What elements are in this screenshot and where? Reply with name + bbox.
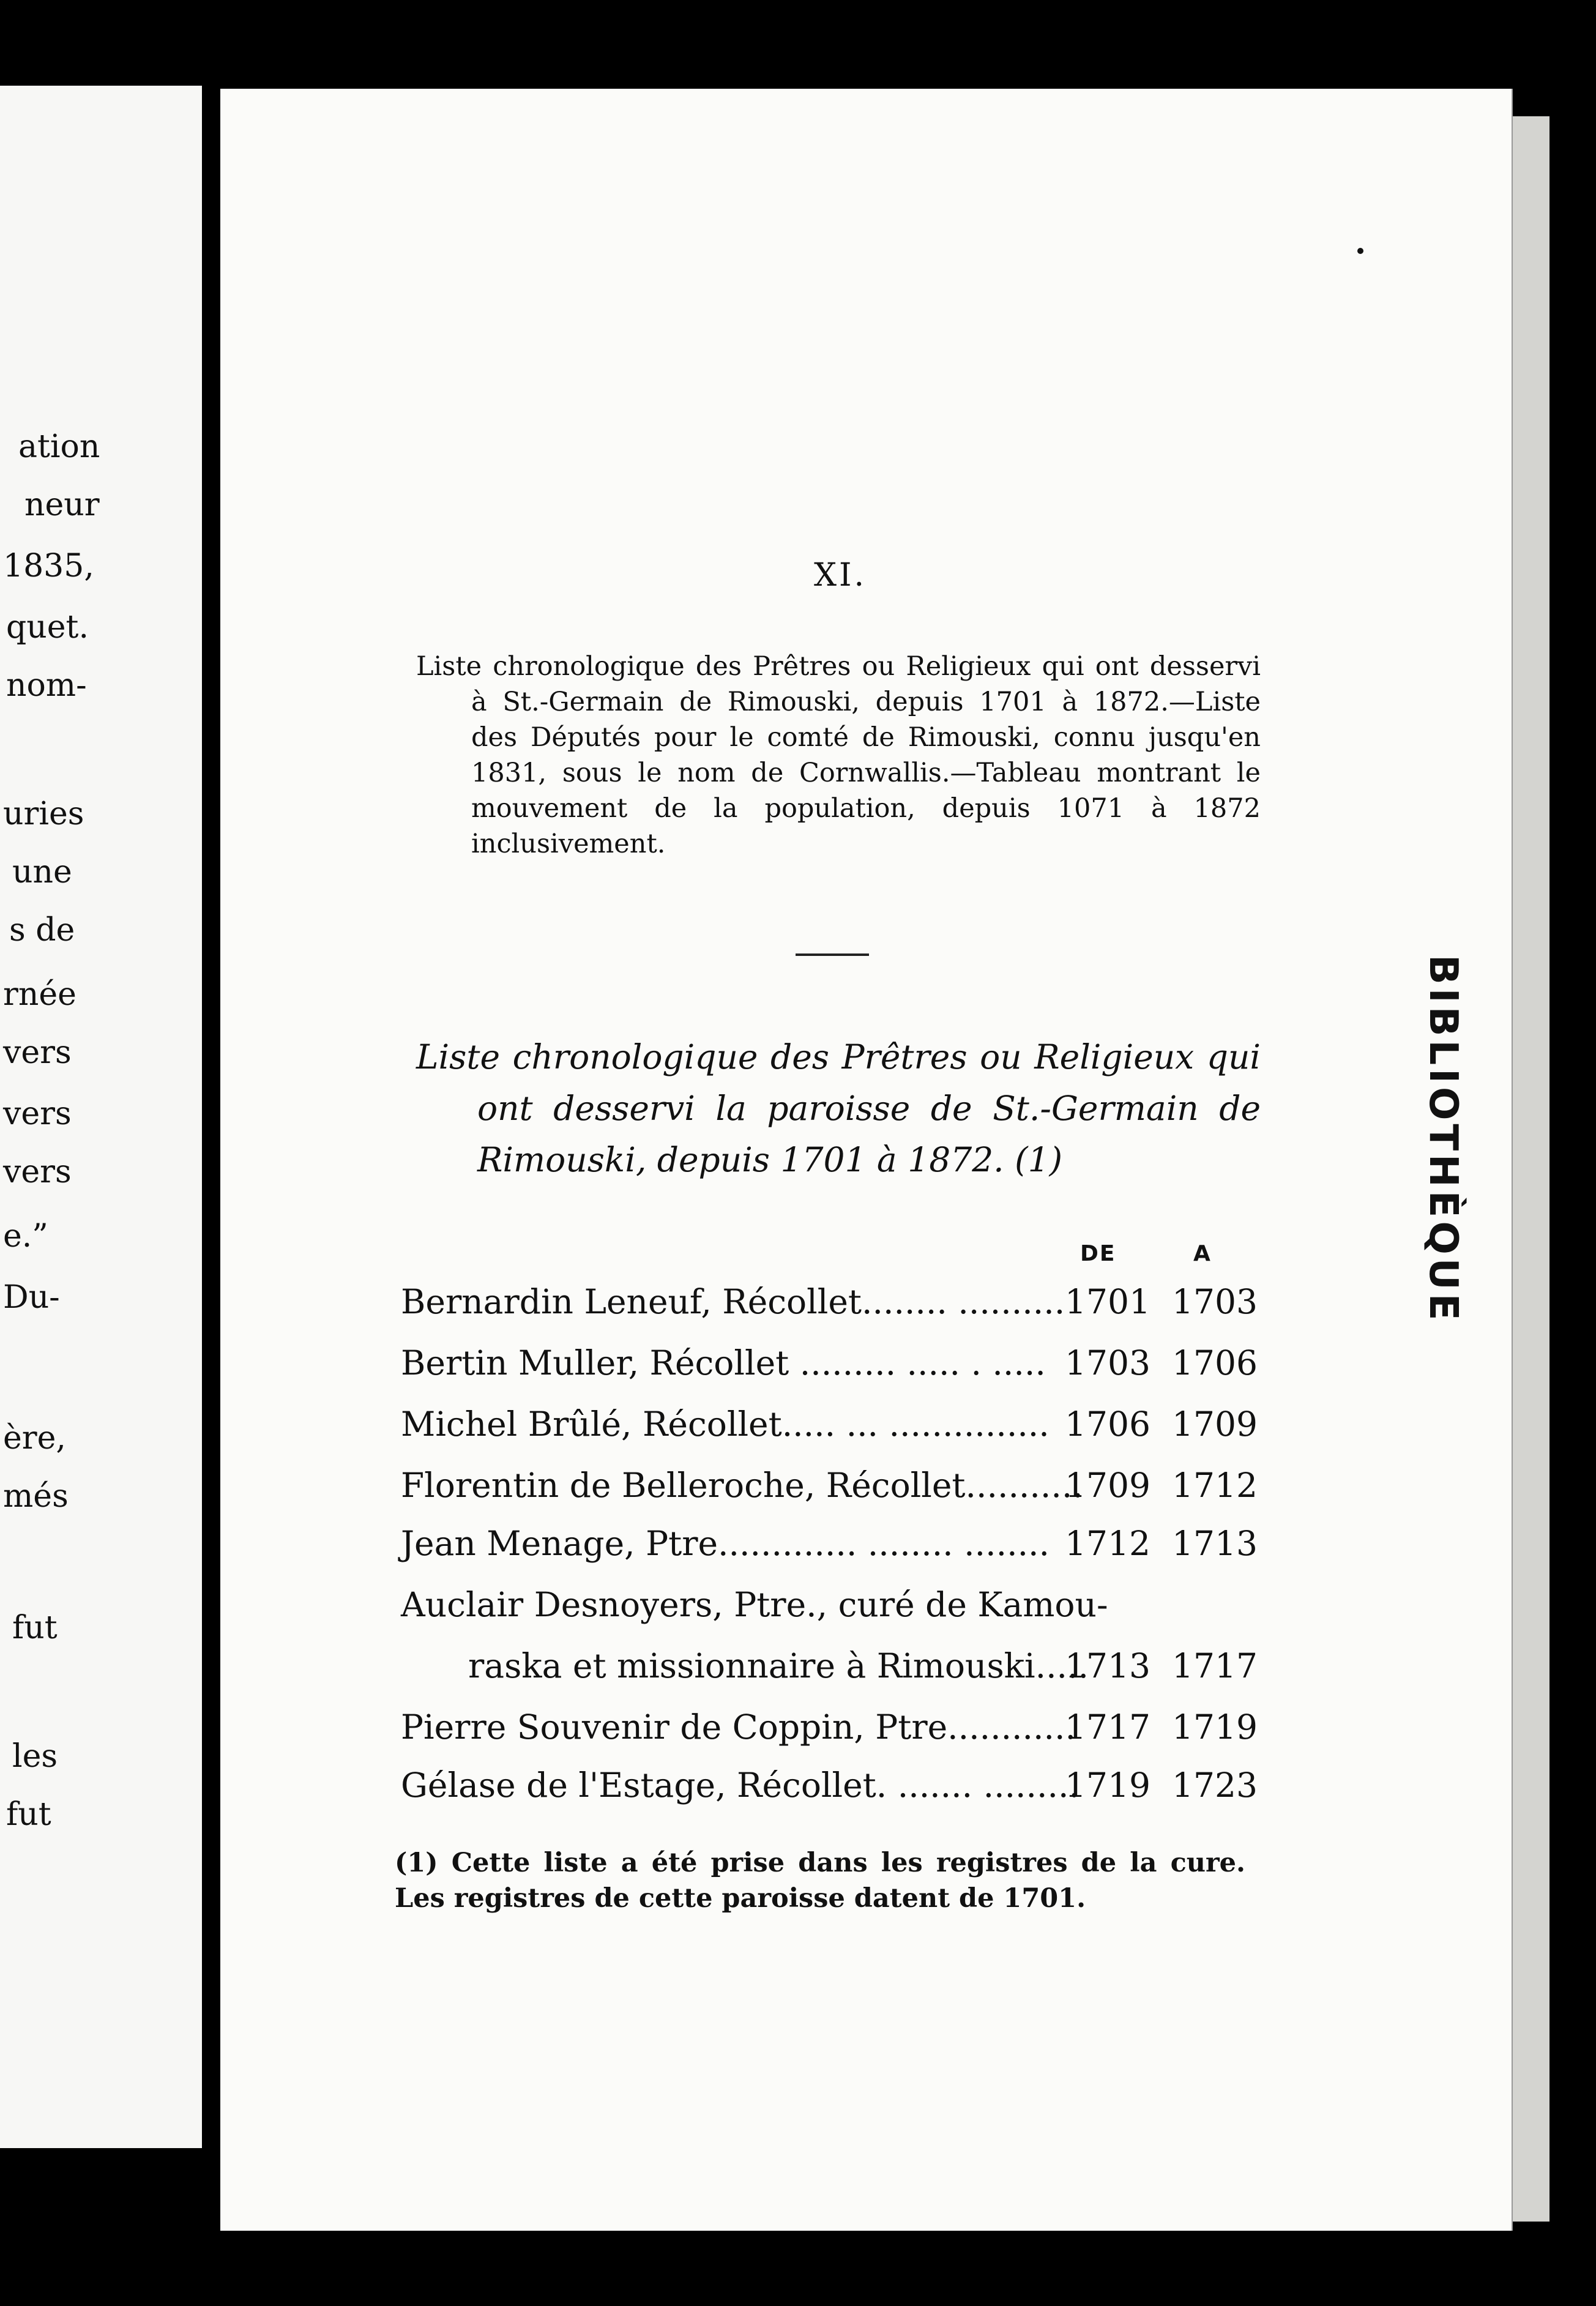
list-item [401, 1707, 1270, 1752]
left-line: neur [24, 487, 100, 523]
left-line: vers [3, 1034, 72, 1071]
footnote: (1) Cette liste a été prise dans les registres de la cure. Les registres de cette paroisse datent de 1701. [395, 1848, 1245, 1914]
left-line: une [12, 854, 72, 890]
entry-from: 1706 [1065, 1405, 1150, 1444]
page-mark [1357, 248, 1363, 254]
entry-from: 1717 [1065, 1707, 1150, 1747]
entry-from: 1709 [1065, 1466, 1150, 1505]
entry-name: Bernardin Leneuf, Récollet........ .......... [401, 1282, 1065, 1321]
column-header-to: A [1193, 1241, 1212, 1266]
left-line: vers [3, 1095, 72, 1132]
section-divider [796, 953, 869, 956]
list-item [401, 1343, 1270, 1387]
left-line: quet. [6, 609, 89, 646]
left-line: Du- [3, 1279, 60, 1316]
entry-to: 1723 [1172, 1766, 1258, 1805]
left-line: ère, [3, 1420, 66, 1457]
entry-to: 1703 [1172, 1282, 1258, 1321]
entry-from: 1703 [1065, 1343, 1150, 1382]
list-item [401, 1585, 1270, 1629]
entry-name: Michel Brûlé, Récollet..... ... ............... [401, 1405, 1050, 1444]
entry-name: Auclair Desnoyers, Ptre., curé de Kamou- [401, 1585, 1108, 1624]
entry-name: Bertin Muller, Récollet ......... ..... . ..... [401, 1343, 1046, 1382]
left-line: fut [6, 1796, 51, 1833]
left-line: les [12, 1738, 58, 1775]
entry-name: Pierre Souvenir de Coppin, Ptre............ [401, 1707, 1076, 1747]
entry-name: Gélase de l'Estage, Récollet. ....... ......... [401, 1766, 1080, 1805]
left-line: ation [18, 428, 100, 465]
entry-to: 1712 [1172, 1466, 1258, 1505]
list-item [401, 1282, 1270, 1326]
left-line: e.” [3, 1218, 48, 1255]
entry-to: 1706 [1172, 1343, 1258, 1382]
list-title-text: Liste chronologique des Prêtres ou Religieux qui ont desservi la paroisse de St.-Germain de Rimouski, depuis 1701 à 1872. (1) [416, 1037, 1261, 1179]
left-line: vers [3, 1154, 72, 1190]
left-line: uries [3, 796, 84, 832]
list-item [401, 1646, 1270, 1690]
chapter-number: XI. [814, 557, 867, 594]
list-item [401, 1466, 1270, 1510]
entry-to: 1717 [1172, 1646, 1258, 1685]
left-line: fut [12, 1610, 58, 1646]
chapter-summary [416, 649, 1261, 862]
entry-name: raska et missionnaire à Rimouski..... [468, 1646, 1089, 1685]
left-line: nom- [6, 667, 87, 704]
entry-from: 1713 [1065, 1646, 1150, 1685]
left-line: s de [9, 912, 75, 949]
entry-from: 1701 [1065, 1282, 1150, 1321]
entry-name: Florentin de Belleroche, Récollet........... [401, 1466, 1083, 1505]
list-item [401, 1524, 1270, 1568]
left-page-fragment [0, 86, 202, 2148]
entry-from: 1719 [1065, 1766, 1150, 1805]
summary-text: Liste chronologique des Prêtres ou Religieux qui ont desservi à St.-Germain de Rimouski, depuis 1701 à 1872.—Liste des Députés pour le comté de Rimouski, connu jusqu'en 1831, sous le nom de Cornwallis.—Tableau montrant le mouvement de la population, depuis 1071 à 1872 inclusivement. [416, 651, 1261, 859]
left-line: rnée [3, 976, 76, 1013]
list-title [416, 1031, 1261, 1185]
list-item [401, 1405, 1270, 1449]
list-item [401, 1766, 1270, 1810]
entry-to: 1719 [1172, 1707, 1258, 1747]
column-header-from: DE [1080, 1241, 1116, 1266]
entry-from: 1712 [1065, 1524, 1150, 1563]
entry-name: Jean Menage, Ptre............. ........ ........ [401, 1524, 1050, 1563]
left-line: 1835, [3, 548, 94, 584]
left-line: més [3, 1478, 69, 1515]
library-stamp: BIBLIOTHÈQUE [1420, 955, 1466, 1324]
entry-to: 1713 [1172, 1524, 1258, 1563]
entry-to: 1709 [1172, 1405, 1258, 1444]
